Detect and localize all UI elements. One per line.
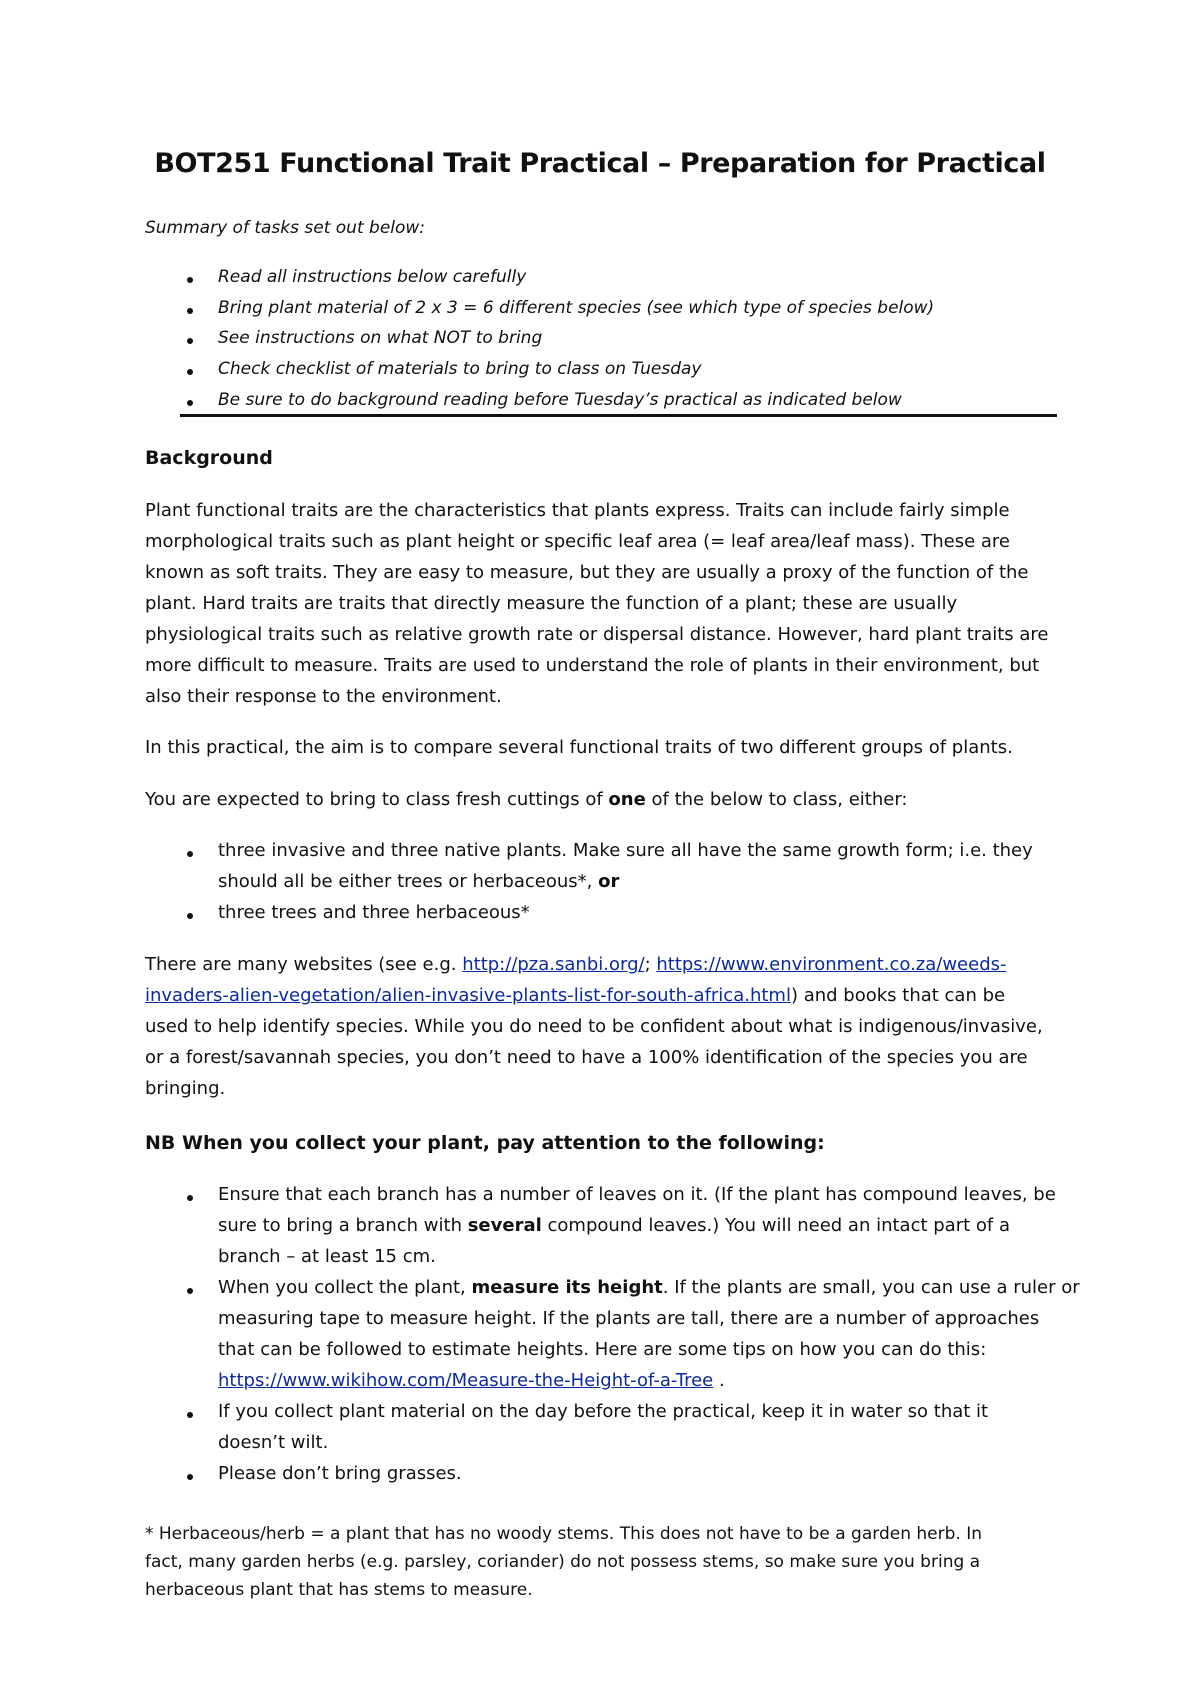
paragraph-line: Plant functional traits are the characteristics that plants express. Traits can include fairly simple <box>145 500 1010 521</box>
websites-line: There are many websites (see e.g. http://pza.sanbi.org/; https://www.environment.co.za/weeds- <box>145 954 1007 975</box>
nb-item-line: branch – at least 15 cm. <box>218 1246 436 1267</box>
websites-line: bringing. <box>145 1078 226 1099</box>
nb-item-line: Please don’t bring grasses. <box>218 1463 462 1484</box>
bullet-icon <box>187 913 193 919</box>
paragraph-line: morphological traits such as plant height or specific leaf area (= leaf area/leaf mass). These are <box>145 531 1011 552</box>
aim-text: In this practical, the aim is to compare several functional traits of two different groups of plants. <box>145 737 1013 758</box>
bullet-icon <box>187 308 193 314</box>
websites-line: used to help identify species. While you do need to be confident about what is indigenous/invasive, <box>145 1016 1043 1037</box>
paragraph-line: plant. Hard traits are traits that directly measure the function of a plant; these are usually <box>145 593 958 614</box>
expected-text: You are expected to bring to class fresh cuttings of one of the below to class, either: <box>145 789 908 810</box>
nb-item-line: measuring tape to measure height. If the plants are tall, there are a number of approaches <box>218 1308 1040 1329</box>
websites-line: or a forest/savannah species, you don’t need to have a 100% identification of the species you are <box>145 1047 1028 1068</box>
summary-item: Bring plant material of 2 x 3 = 6 different species (see which type of species below) <box>218 298 935 318</box>
websites-line: invaders-alien-vegetation/alien-invasive-plants-list-for-south-africa.html) and books that can be <box>145 985 1006 1006</box>
summary-item: Check checklist of materials to bring to class on Tuesday <box>218 359 702 379</box>
option-2-line: three trees and three herbaceous* <box>218 902 530 923</box>
nb-item-line: Ensure that each branch has a number of leaves on it. (If the plant has compound leaves, be <box>218 1184 1056 1205</box>
paragraph-line: also their response to the environment. <box>145 686 502 707</box>
bullet-icon <box>187 1195 193 1201</box>
bullet-icon <box>187 1474 193 1480</box>
nb-item-line: https://www.wikihow.com/Measure-the-Height-of-a-Tree . <box>218 1370 725 1391</box>
bullet-icon <box>187 1412 193 1418</box>
footnote-line: fact, many garden herbs (e.g. parsley, coriander) do not possess stems, so make sure you bring a <box>145 1552 981 1572</box>
sanbi-link[interactable]: http://pza.sanbi.org/ <box>462 954 645 975</box>
option-1-line: should all be either trees or herbaceous*, or <box>218 871 620 892</box>
paragraph-line: known as soft traits. They are easy to measure, but they are usually a proxy of the function of the <box>145 562 1029 583</box>
page-title: BOT251 Functional Trait Practical – Preparation for Practical <box>154 148 1046 179</box>
bullet-icon <box>187 400 193 406</box>
summary-item: See instructions on what NOT to bring <box>218 328 543 348</box>
environment-link-continued[interactable]: invaders-alien-vegetation/alien-invasive-plants-list-for-south-africa.html <box>145 985 791 1006</box>
paragraph-line: physiological traits such as relative growth rate or dispersal distance. However, hard plant traits are <box>145 624 1049 645</box>
nb-item-line: doesn’t wilt. <box>218 1432 329 1453</box>
bullet-icon <box>187 277 193 283</box>
option-1-line: three invasive and three native plants. Make sure all have the same growth form; i.e. they <box>218 840 1033 861</box>
bullet-icon <box>187 369 193 375</box>
nb-heading: NB When you collect your plant, pay attention to the following: <box>145 1132 825 1154</box>
bullet-icon <box>187 851 193 857</box>
summary-item: Be sure to do background reading before Tuesday’s practical as indicated below <box>218 390 902 410</box>
bullet-icon <box>187 338 193 344</box>
footnote-line: * Herbaceous/herb = a plant that has no woody stems. This does not have to be a garden herb. In <box>145 1524 982 1544</box>
nb-item-line: that can be followed to estimate heights. Here are some tips on how you can do this: <box>218 1339 987 1360</box>
section-heading-background: Background <box>145 447 273 469</box>
wikihow-link[interactable]: https://www.wikihow.com/Measure-the-Height-of-a-Tree <box>218 1370 714 1391</box>
nb-item-line: When you collect the plant, measure its height. If the plants are small, you can use a ruler or <box>218 1277 1080 1298</box>
summary-label: Summary of tasks set out below: <box>145 218 426 238</box>
bullet-icon <box>187 1288 193 1294</box>
footnote-line: herbaceous plant that has stems to measure. <box>145 1580 533 1600</box>
horizontal-divider <box>180 414 1057 417</box>
summary-item: Read all instructions below carefully <box>218 267 527 287</box>
environment-link[interactable]: https://www.environment.co.za/weeds- <box>656 954 1007 975</box>
nb-item-line: sure to bring a branch with several compound leaves.) You will need an intact part of a <box>218 1215 1010 1236</box>
paragraph-line: more difficult to measure. Traits are used to understand the role of plants in their environment, but <box>145 655 1040 676</box>
nb-item-line: If you collect plant material on the day before the practical, keep it in water so that it <box>218 1401 989 1422</box>
